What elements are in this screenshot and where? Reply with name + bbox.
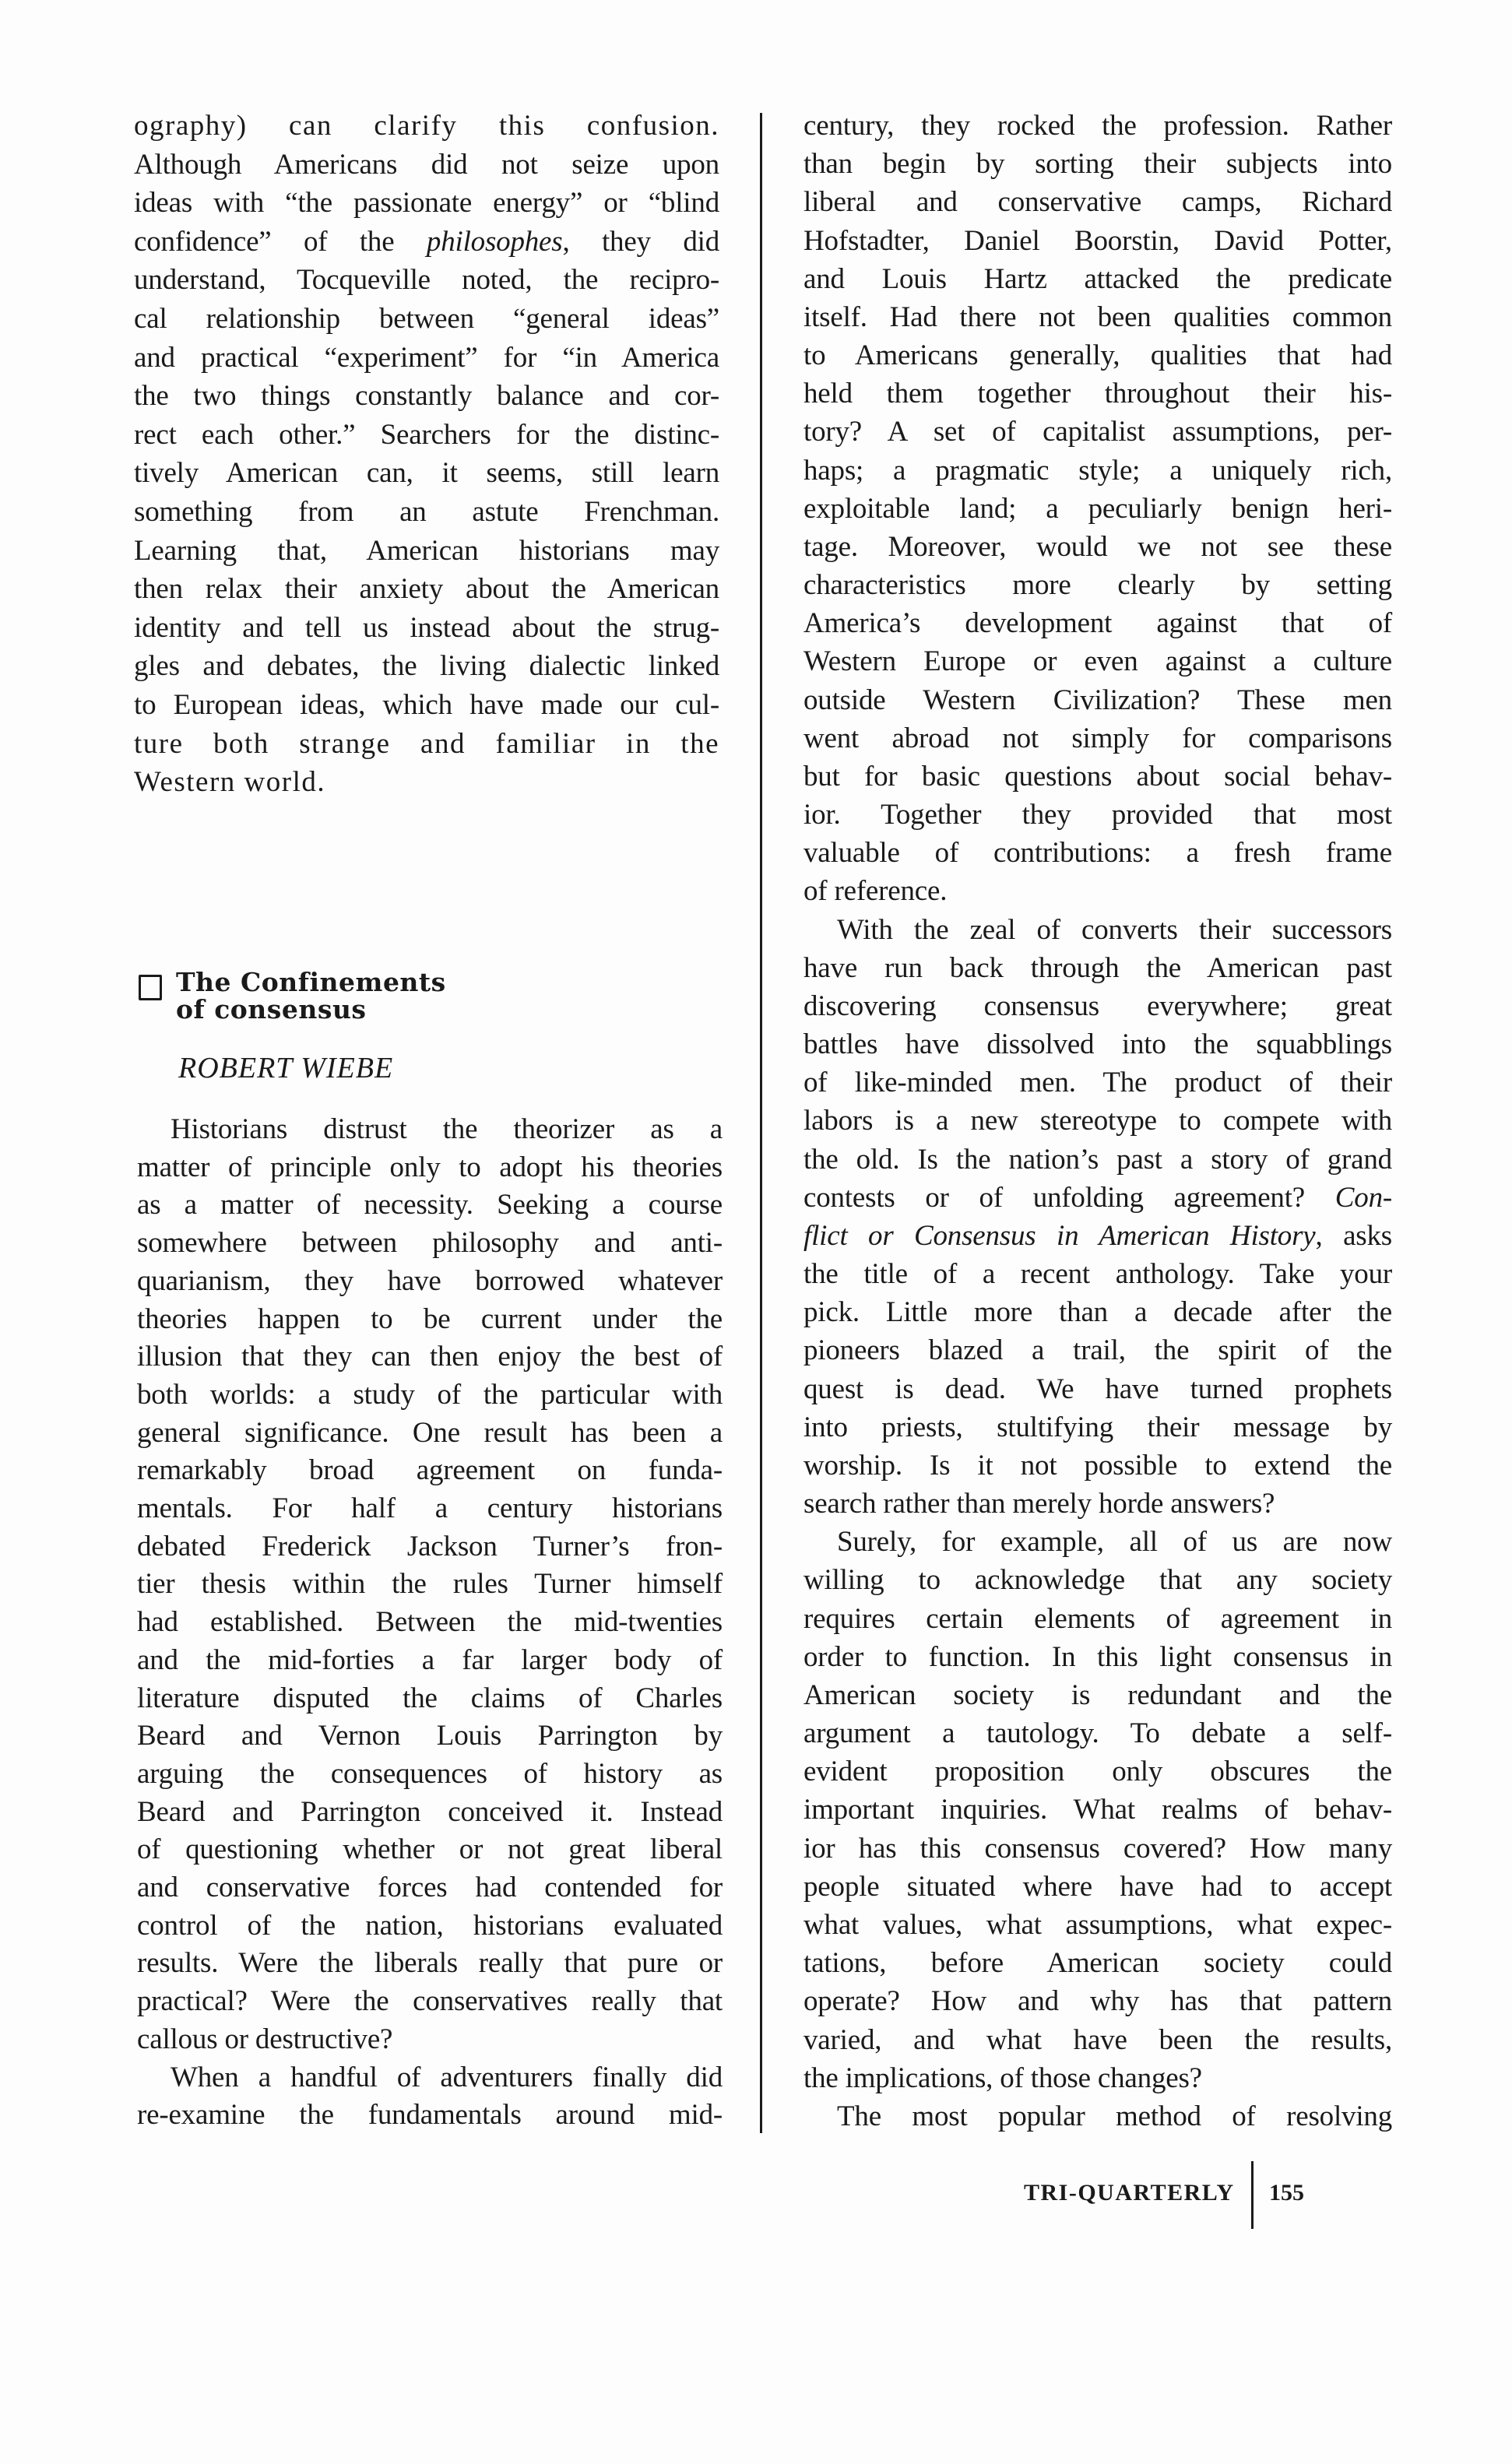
text-line <box>803 1872 1392 1903</box>
text-span: haps; a pragmatic style; a uniquely rich, <box>803 454 1392 487</box>
section-marker-square-icon <box>139 975 162 1000</box>
text-line <box>134 767 719 798</box>
text-span: remarkably broad agreement on funda- <box>137 1454 723 1487</box>
article-author: ROBERT WIEBE <box>178 1052 394 1084</box>
text-line <box>803 111 1392 142</box>
text-span: , asks <box>1315 1219 1392 1252</box>
text-line <box>803 340 1392 371</box>
text-span: theories happen to be current under the <box>137 1302 723 1335</box>
text-line <box>134 188 719 219</box>
text-line <box>803 302 1392 333</box>
text-span: tage. Moreover, would we not see these <box>803 530 1392 563</box>
text-span: ture both strange and familiar in the <box>134 727 719 760</box>
text-span: search rather than merely horde answers? <box>803 1488 1275 1520</box>
text-line <box>134 381 719 412</box>
text-line <box>803 2025 1392 2056</box>
text-line <box>137 1228 723 1259</box>
text-span: characteristics more clearly by setting <box>803 569 1392 602</box>
text-line <box>137 1948 723 1979</box>
text-line <box>137 1493 723 1524</box>
footer-publication-name: TRI-QUARTERLY <box>1024 2180 1235 2206</box>
text-span: rect each other.” Searchers for the distinc- <box>134 418 719 451</box>
text-line <box>803 1948 1392 1979</box>
text-span: quarianism, they have borrowed whatever <box>137 1264 723 1297</box>
text-line <box>137 1531 723 1562</box>
text-line <box>803 2101 1392 2132</box>
text-span: quest is dead. We have turned prophets <box>803 1373 1392 1405</box>
article-title <box>176 968 446 1023</box>
text-line <box>803 915 1392 946</box>
text-span: something from an astute Frenchman. <box>134 496 719 528</box>
text-span: and conservative forces had contended for <box>137 1872 723 1903</box>
text-span: Although Americans did not seize upon <box>134 148 719 181</box>
text-span: somewhere between philosophy and anti- <box>137 1227 723 1260</box>
text-span: century, they rocked the profession. Rather <box>803 110 1392 142</box>
text-line <box>803 494 1392 525</box>
text-line <box>803 2063 1392 2094</box>
text-line <box>803 226 1392 257</box>
text-line <box>803 1756 1392 1787</box>
text-line <box>803 1374 1392 1405</box>
text-line <box>134 265 719 296</box>
text-line <box>803 1221 1392 1252</box>
text-span: ography) can clarify this confusion. <box>134 110 719 142</box>
text-span: and the mid-forties a far larger body of <box>137 1643 723 1676</box>
text-span: liberal and conservative camps, Richard <box>803 186 1392 219</box>
text-span: Historians distrust the theorizer as a <box>171 1113 723 1145</box>
text-span: American society is redundant and the <box>803 1678 1392 1711</box>
text-span: contests or of unfolding agreement? <box>803 1181 1335 1214</box>
text-span: cal relationship between “general ideas” <box>134 303 719 335</box>
text-span: of like-minded men. The product of their <box>803 1067 1392 1099</box>
text-line <box>803 1910 1392 1941</box>
text-line <box>803 1029 1392 1060</box>
text-span: requires certain elements of agreement in <box>803 1602 1392 1635</box>
text-span: Western Europe or even against a culture <box>803 645 1392 678</box>
text-line <box>134 536 719 567</box>
text-line <box>137 2024 723 2055</box>
text-line <box>134 651 719 682</box>
text-line <box>803 991 1392 1022</box>
text-span: but for basic questions about social behav- <box>803 760 1392 793</box>
text-span: and Louis Hartz attacked the predicate <box>803 262 1392 295</box>
text-span: operate? How and why has that pattern <box>803 1985 1392 2018</box>
text-line <box>803 1833 1392 1865</box>
text-span: ior has this consensus covered? How many <box>803 1832 1392 1865</box>
text-span: When a handful of adventurers finally did <box>171 2061 723 2093</box>
text-span: debated Frederick Jackson Turner’s fron- <box>137 1530 723 1562</box>
italic-text: Con- <box>1334 1181 1392 1214</box>
text-span: control of the nation, historians evaluated <box>137 1909 723 1942</box>
text-span: tier thesis within the rules Turner himself <box>137 1568 723 1601</box>
text-line <box>137 2062 723 2093</box>
text-span: matter of principle only to adopt his theories <box>137 1151 723 1183</box>
text-span: practical? Were the conservatives really that <box>137 1985 723 2018</box>
text-span: Western world. <box>134 766 326 799</box>
text-line <box>137 1380 723 1411</box>
text-span: as a matter of necessity. Seeking a course <box>137 1189 723 1221</box>
text-span: then relax their anxiety about the American <box>134 573 719 606</box>
text-line <box>134 227 719 258</box>
footer-divider <box>1251 2161 1254 2229</box>
text-span: labors is a new stereotype to compete with <box>803 1105 1392 1137</box>
italic-text: philosophes <box>426 225 563 258</box>
text-line <box>137 2100 723 2131</box>
text-line <box>134 304 719 335</box>
text-line <box>803 417 1392 448</box>
text-line <box>803 1604 1392 1635</box>
text-line <box>803 455 1392 487</box>
text-span: illusion that they can then enjoy the best of <box>137 1341 723 1373</box>
text-line <box>803 1527 1392 1558</box>
text-span: discovering consensus everywhere; great <box>803 989 1392 1022</box>
text-line <box>134 497 719 528</box>
text-line <box>137 1418 723 1449</box>
text-line <box>803 876 1392 907</box>
text-span: mentals. For half a century historians <box>137 1492 723 1524</box>
text-line <box>803 1642 1392 1673</box>
text-span: outside Western Civilization? These men <box>803 684 1392 716</box>
text-line <box>803 1335 1392 1366</box>
text-line <box>803 1067 1392 1098</box>
article-title-line-1: The Confinements <box>176 967 446 997</box>
text-span: to Americans generally, qualities that had <box>803 339 1392 372</box>
text-line <box>137 1455 723 1486</box>
text-line <box>137 1872 723 1903</box>
text-line <box>134 420 719 451</box>
text-span: gles and debates, the living dialectic linked <box>134 650 719 683</box>
text-span: identity and tell us instead about the strug- <box>134 611 719 644</box>
text-span: tively American can, it seems, still learn <box>134 457 719 490</box>
text-line <box>803 1259 1392 1290</box>
text-span: than begin by sorting their subjects into <box>803 148 1392 181</box>
text-span: both worlds: a study of the particular with <box>137 1378 723 1411</box>
text-span: held them together throughout their his- <box>803 378 1392 410</box>
text-line <box>134 613 719 644</box>
text-line <box>803 800 1392 831</box>
text-line <box>803 1297 1392 1328</box>
text-span: the title of a recent anthology. Take your <box>803 1258 1392 1291</box>
text-line <box>803 532 1392 563</box>
text-span: valuable of contributions: a fresh frame <box>803 837 1392 870</box>
text-line <box>803 1565 1392 1596</box>
text-line <box>803 838 1392 869</box>
text-span: Beard and Vernon Louis Parrington by <box>137 1720 723 1752</box>
text-span: battles have dissolved into the squabblings <box>803 1028 1392 1061</box>
text-span: The most popular method of resolving <box>837 2100 1392 2132</box>
text-span: tations, before American society could <box>803 1947 1392 1980</box>
text-line <box>137 1683 723 1714</box>
text-line <box>134 574 719 605</box>
text-span: the two things constantly balance and cor- <box>134 380 719 413</box>
text-span: worship. Is it not possible to extend the <box>803 1449 1392 1482</box>
text-line <box>137 1986 723 2017</box>
text-line <box>803 1718 1392 1749</box>
text-span: America’s development against that of <box>803 607 1392 640</box>
text-line <box>803 1105 1392 1137</box>
text-span: of questioning whether or not great liberal <box>137 1833 723 1866</box>
footer-page-number: 155 <box>1269 2180 1304 2206</box>
text-span: the old. Is the nation’s past a story of grand <box>803 1143 1392 1176</box>
text-span: of reference. <box>803 875 948 908</box>
text-line <box>137 1910 723 1942</box>
text-line <box>803 187 1392 218</box>
text-line <box>803 1489 1392 1520</box>
text-span: evident proposition only obscures the <box>803 1756 1392 1788</box>
text-line <box>137 1797 723 1828</box>
text-span: , they did <box>562 225 720 258</box>
text-span: had established. Between the mid-twenties <box>137 1606 723 1639</box>
column-divider <box>760 113 762 2133</box>
text-line <box>137 1114 723 1145</box>
text-span: understand, Tocqueville noted, the recipro- <box>134 264 719 297</box>
text-line <box>134 343 719 374</box>
text-span: Surely, for example, all of us are now <box>837 1526 1392 1559</box>
text-span: callous or destructive? <box>137 2023 393 2055</box>
text-span: into priests, stultifying their message by <box>803 1411 1392 1443</box>
text-span: confidence” of the <box>134 225 427 258</box>
text-span: pioneers blazed a trail, the spirit of the <box>803 1334 1392 1367</box>
text-span: general significance. One result has been a <box>137 1416 723 1449</box>
text-line <box>803 1450 1392 1482</box>
text-span: Beard and Parrington conceived it. Instead <box>137 1795 723 1828</box>
text-line <box>137 1569 723 1600</box>
text-span: arguing the consequences of history as <box>137 1757 723 1790</box>
text-line <box>137 1759 723 1790</box>
text-span: re-examine the fundamentals around mid- <box>137 2099 723 2132</box>
text-line <box>803 723 1392 754</box>
text-line <box>803 264 1392 295</box>
text-span: order to function. In this light consensus in <box>803 1640 1392 1673</box>
text-line <box>803 1986 1392 2017</box>
text-line <box>137 1266 723 1297</box>
text-line <box>137 1341 723 1373</box>
text-span: what values, what assumptions, what expec- <box>803 1908 1392 1941</box>
text-line <box>803 149 1392 180</box>
text-line <box>137 1834 723 1865</box>
text-line <box>803 761 1392 793</box>
text-line <box>134 729 719 760</box>
text-line <box>134 111 719 142</box>
text-line <box>137 1152 723 1183</box>
text-span: the implications, of those changes? <box>803 2062 1202 2094</box>
text-line <box>803 1412 1392 1443</box>
text-span: went abroad not simply for comparisons <box>803 722 1392 754</box>
text-span: tory? A set of capitalist assumptions, per- <box>803 416 1392 448</box>
text-line <box>803 608 1392 639</box>
text-line <box>803 1144 1392 1176</box>
text-line <box>137 1304 723 1335</box>
text-line <box>803 1680 1392 1711</box>
text-line <box>134 149 719 181</box>
text-line <box>803 1183 1392 1214</box>
text-line <box>803 1794 1392 1826</box>
text-span: ideas with “the passionate energy” or “blind <box>134 187 719 220</box>
text-span: people situated where have had to accept <box>803 1870 1392 1903</box>
text-span: ior. Together they provided that most <box>803 799 1392 831</box>
text-line <box>803 646 1392 677</box>
text-span: have run back through the American past <box>803 951 1392 984</box>
text-span: argument a tautology. To debate a self- <box>803 1717 1392 1750</box>
text-span: important inquiries. What realms of behav- <box>803 1794 1392 1826</box>
text-line <box>137 1721 723 1752</box>
text-line <box>137 1607 723 1638</box>
text-span: pick. Little more than a decade after the <box>803 1296 1392 1329</box>
text-line <box>137 1190 723 1221</box>
text-line <box>134 690 719 721</box>
italic-text: flict or Consensus in American History <box>803 1219 1316 1252</box>
text-line <box>803 570 1392 601</box>
text-span: to European ideas, which have made our cul- <box>134 689 719 721</box>
text-span: willing to acknowledge that any society <box>803 1564 1392 1597</box>
text-span: varied, and what have been the results, <box>803 2023 1392 2056</box>
text-line <box>137 1645 723 1676</box>
text-span: and practical “experiment” for “in America <box>134 341 719 374</box>
text-line <box>803 378 1392 409</box>
text-span: Hofstadter, Daniel Boorstin, David Potter, <box>803 224 1392 257</box>
text-span: exploitable land; a peculiarly benign heri- <box>803 492 1392 525</box>
text-span: literature disputed the claims of Charles <box>137 1682 723 1714</box>
text-line <box>803 685 1392 716</box>
text-span: Learning that, American historians may <box>134 534 719 567</box>
text-span: itself. Had there not been qualities common <box>803 301 1392 333</box>
text-line <box>803 953 1392 984</box>
text-span: With the zeal of converts their successors <box>837 913 1392 946</box>
article-title-line-2: of consensus <box>176 994 367 1025</box>
text-line <box>134 458 719 489</box>
text-span: results. Were the liberals really that pure or <box>137 1947 723 1980</box>
